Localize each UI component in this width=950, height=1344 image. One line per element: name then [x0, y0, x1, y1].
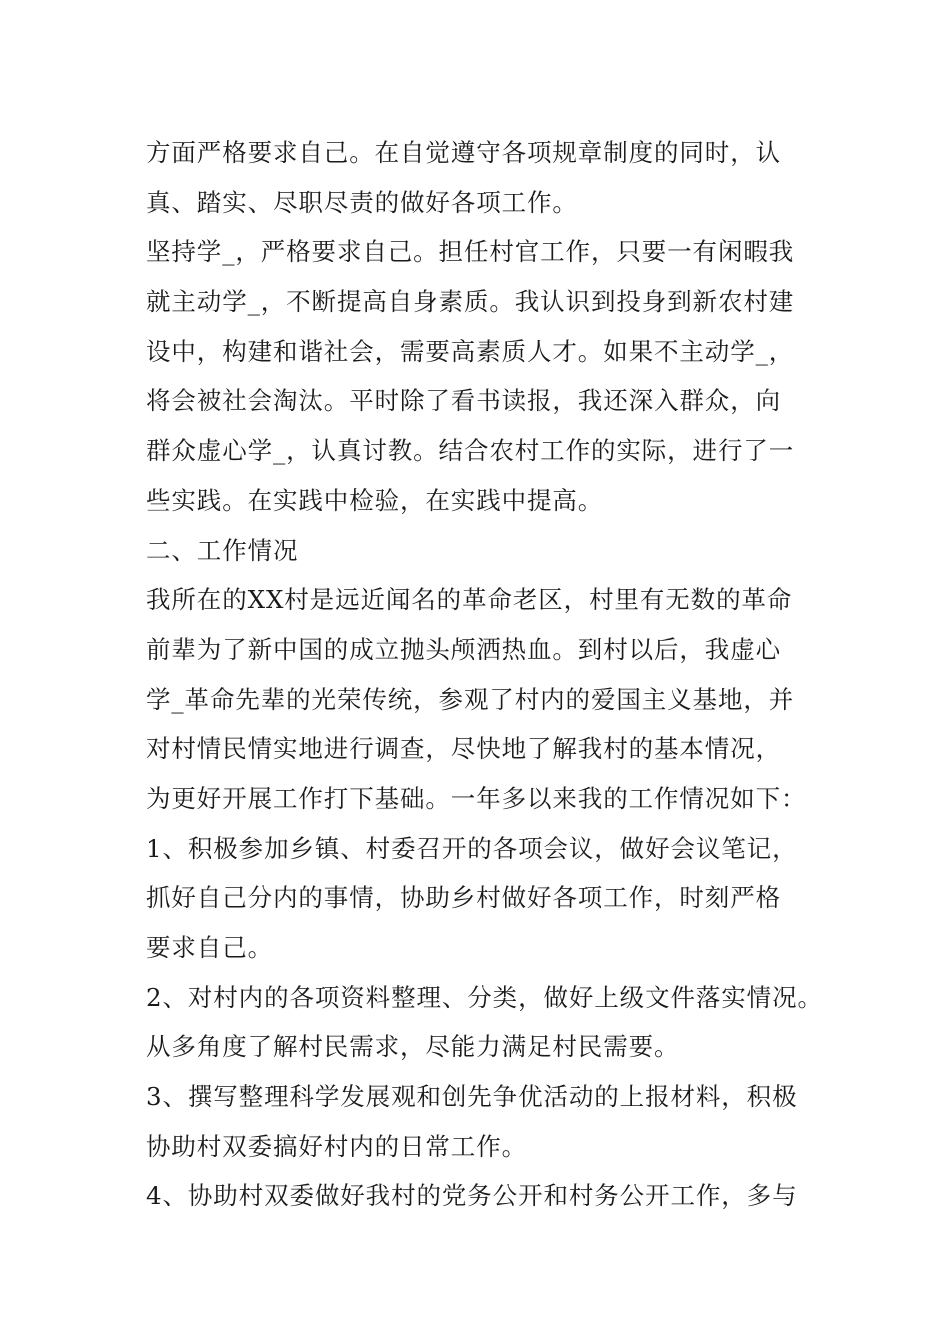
text-line: 前辈为了新中国的成立抛头颅洒热血。到村以后，我虚心	[146, 634, 781, 664]
text-line: 为更好开展工作打下基础。一年多以来我的工作情况如下：	[146, 783, 807, 813]
text-line: 学_革命先辈的光荣传统，参观了村内的爱国主义基地，并	[146, 684, 795, 714]
text-line: 设中，构建和谐社会，需要高素质人才。如果不主动学_，	[146, 336, 795, 366]
text-line: 方面严格要求自己。在自觉遵守各项规章制度的同时，认	[146, 138, 781, 167]
list-item: 3、撰写整理科学发展观和创先争优活动的上报材料，积极	[146, 1082, 798, 1112]
list-item: 1、积极参加乡镇、村委召开的各项会议，做好会议笔记，	[146, 833, 798, 863]
text-line: 要求自己。	[146, 933, 273, 962]
text-line: 真、踏实、尽职尽责的做好各项工作。	[146, 187, 578, 217]
text-line: 对村情民情实地进行调查，尽快地了解我村的基本情况，	[146, 734, 781, 764]
text-line: 坚持学_，严格要求自己。担任村官工作，只要一有闲暇我	[146, 237, 795, 267]
text-line: 从多角度了解村民需求，尽能力满足村民需要。	[146, 1032, 680, 1062]
text-line: 协助村双委搞好村内的日常工作。	[146, 1131, 527, 1161]
text-line: 将会被社会淘汰。平时除了看书读报，我还深入群众，向	[146, 386, 781, 416]
text-line: 抓好自己分内的事情，协助乡村做好各项工作，时刻严格	[146, 883, 781, 913]
document-body	[146, 128, 846, 1221]
section-heading: 二、工作情况	[146, 535, 299, 565]
text-line: 些实践。在实践中检验，在实践中提高。	[146, 485, 604, 515]
list-item: 4、协助村双委做好我村的党务公开和村务公开工作，多与	[146, 1181, 798, 1211]
text-line: 我所在的XX村是远近闻名的革命老区，村里有无数的革命	[146, 585, 793, 615]
list-item: 2、对村内的各项资料整理、分类，做好上级文件落实情况。	[146, 982, 823, 1012]
text-line: 就主动学_，不断提高自身素质。我认识到投身到新农村建	[146, 287, 795, 317]
text-line: 群众虚心学_，认真讨教。结合农村工作的实际，进行了一	[146, 436, 795, 466]
